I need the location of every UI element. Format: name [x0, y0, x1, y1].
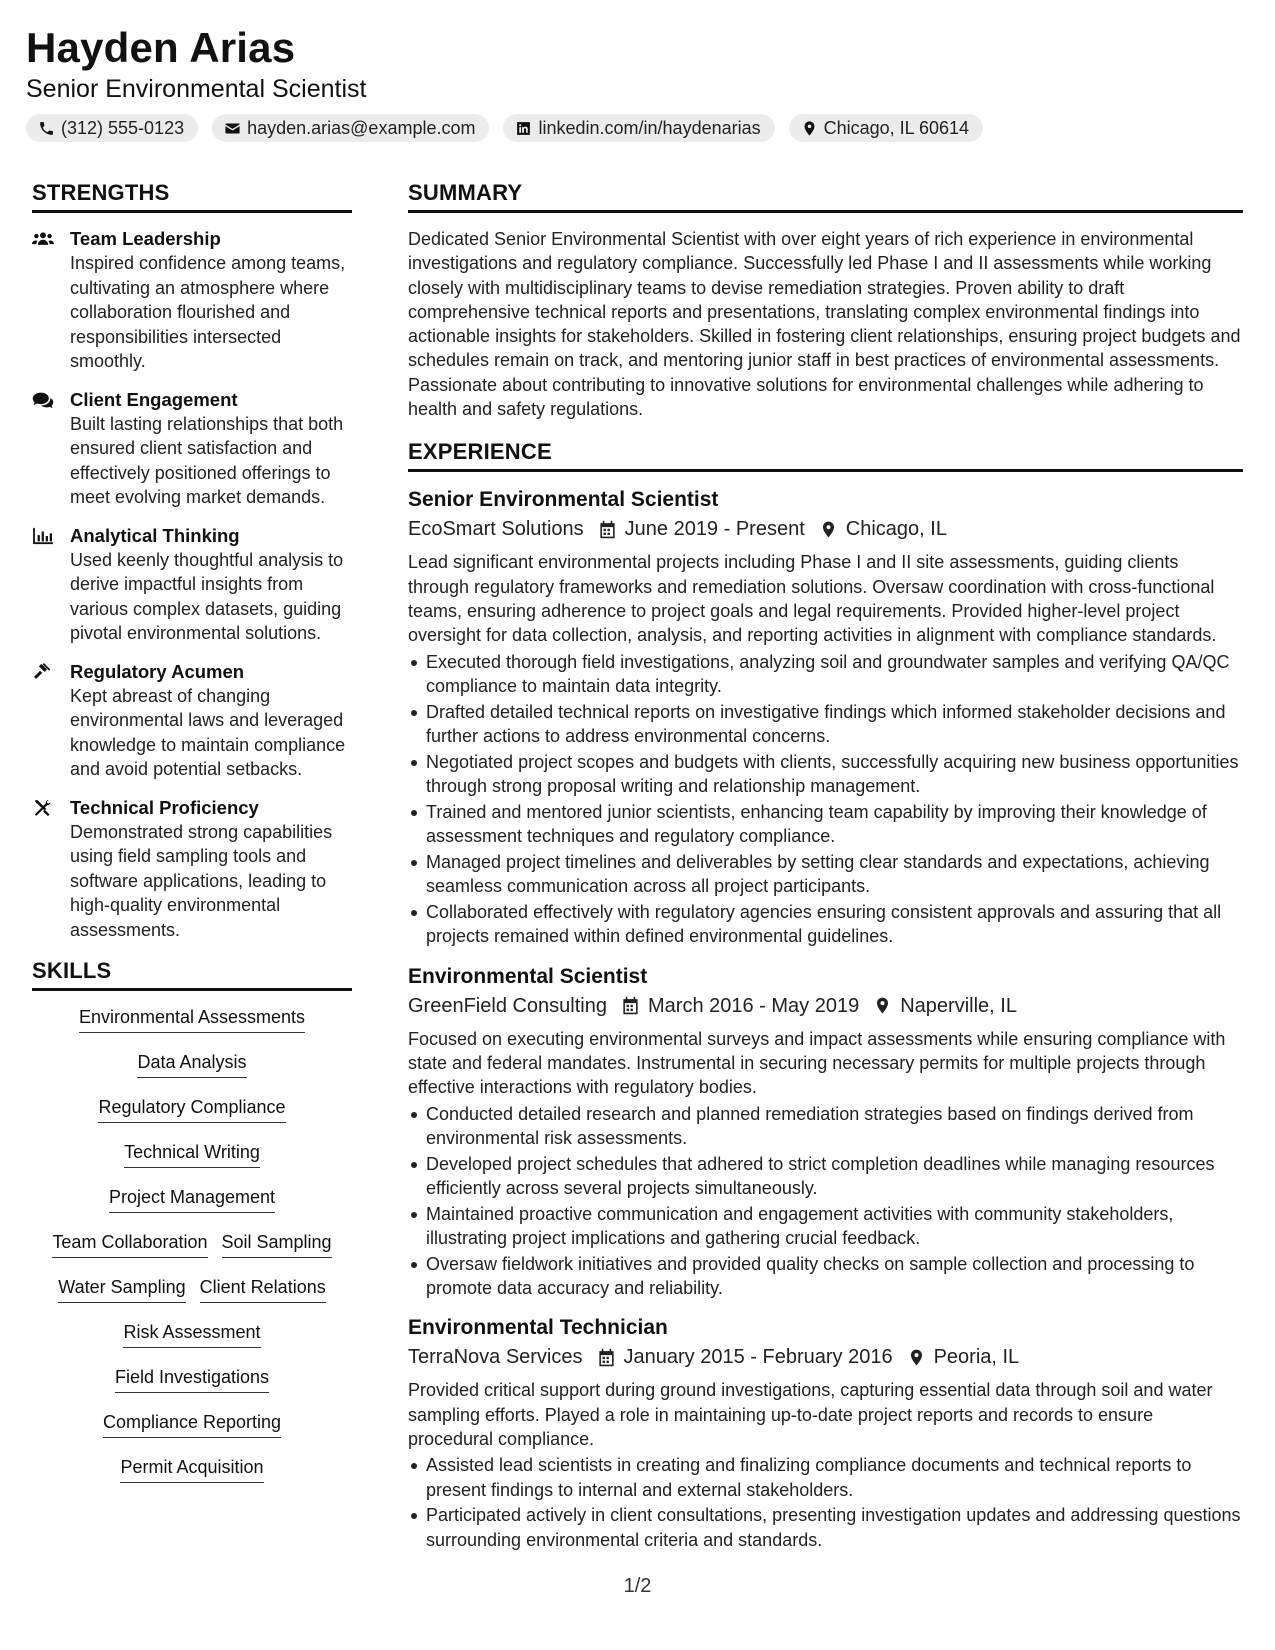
- contact-location-text: Chicago, IL 60614: [823, 117, 970, 138]
- job-title: Senior Environmental Scientist: [408, 488, 719, 512]
- strength-desc: Built lasting relationships that both ensured client satisfaction and effectively positioned offerings to meet evolving market demands.: [70, 413, 344, 507]
- strength-title: Team Leadership: [70, 228, 221, 249]
- job-bullet: Assisted lead scientists in creating and finalizing compliance documents and technical reports to present findings to internal and external stakeholders.: [408, 1453, 1243, 1502]
- job-title: Environmental Scientist: [408, 964, 648, 988]
- envelope-icon: [224, 120, 241, 137]
- contact-phone-text: (312) 555-0123: [61, 117, 185, 138]
- candidate-name: Hayden Arias: [26, 24, 296, 71]
- job-dates: January 2015 - February 2016: [623, 1346, 893, 1369]
- comments-icon: [32, 391, 54, 409]
- contact-phone[interactable]: [26, 114, 198, 142]
- phone-icon: [38, 120, 55, 137]
- skill-tag: Data Analysis: [137, 1050, 246, 1078]
- job-location: Peoria, IL: [933, 1346, 1020, 1369]
- strength-desc: Demonstrated strong capabilities using field sampling tools and software applications, leading to high-quality environmental assessments.: [70, 821, 333, 940]
- location-pin-icon: [907, 1348, 926, 1367]
- job-meta: [408, 991, 1243, 1021]
- skills-list: [32, 1005, 352, 1500]
- job-bullet: Oversaw fieldwork initiatives and provided quality checks on sample collection and processing to promote data accuracy and reliability.: [408, 1252, 1243, 1301]
- skill-tag: Technical Writing: [124, 1140, 260, 1168]
- tools-icon: [32, 799, 54, 817]
- strength-title: Regulatory Acumen: [70, 660, 245, 682]
- location-pin-icon: [873, 996, 892, 1015]
- gavel-icon: [32, 663, 54, 681]
- job-bullet: Developed project schedules that adhered to strict completion deadlines while managing resources efficiently across several projects simultaneously.: [408, 1152, 1243, 1201]
- contact-linkedin-text: linkedin.com/in/haydenarias: [538, 117, 761, 138]
- job-description: Provided critical support during ground investigations, capturing essential data through soil and water sampling efforts. Played a role in maintaining up-to-date project reports and records to ensure procedural compliance.: [408, 1380, 1213, 1449]
- job-bullet: Trained and mentored junior scientists, enhancing team capability by improving their knowledge of assessment techniques and regulatory compliance.: [408, 800, 1243, 849]
- job-bullets: [408, 1453, 1243, 1552]
- strength-item: [32, 388, 352, 510]
- skill-tag: Compliance Reporting: [103, 1410, 281, 1438]
- strength-item: [32, 660, 352, 782]
- job-entry: [408, 486, 1243, 948]
- linkedin-icon: [515, 120, 532, 137]
- skill-tag: Client Relations: [200, 1275, 326, 1303]
- skill-tag: Field Investigations: [115, 1365, 269, 1393]
- job-location: Naperville, IL: [900, 994, 1017, 1017]
- left-column: [32, 180, 352, 1500]
- calendar-icon: [621, 996, 640, 1015]
- job-bullet: Participated actively in client consultations, presenting investigation updates and addressing questions surrounding environmental criteria and standards.: [408, 1503, 1243, 1552]
- job-company: EcoSmart Solutions: [408, 518, 584, 541]
- summary-text: Dedicated Senior Environmental Scientist with over eight years of rich experience in environmental investigations and regulatory compliance. Successfully led Phase I and II assessments while working closely with multidisciplinary teams to devise remediation strategies. Proven ability to draft comprehensive technical reports and presentations, translating complex environmental findings into actionable insights for stakeholders. Skilled in fostering client relationships, ensuring project budgets and schedules remain on track, and mentoring junior staff in best practices of environmental assessments. Passionate about contributing to innovative solutions for environmental challenges while adhering to health and safety regulations.: [408, 229, 1241, 420]
- location-pin-icon: [819, 520, 838, 539]
- strength-desc: Used keenly thoughtful analysis to derive impactful insights from various complex datasets, guiding pivotal environmental solutions.: [70, 549, 344, 643]
- skill-tag: Permit Acquisition: [120, 1455, 263, 1483]
- summary-heading: SUMMARY: [408, 180, 1243, 213]
- strength-item: [32, 796, 352, 943]
- job-dates: June 2019 - Present: [624, 518, 805, 541]
- job-bullet: Drafted detailed technical reports on investigative findings which informed stakeholder decisions and further actions to address environmental concerns.: [408, 700, 1243, 749]
- job-bullet: Collaborated effectively with regulatory agencies ensuring consistent approvals and assuring that all projects remained within defined environmental guidelines.: [408, 900, 1243, 949]
- job-entry: [408, 1314, 1243, 1552]
- job-bullet: Maintained proactive communication and engagement activities with community stakeholders, illustrating project implications and gathering crucial feedback.: [408, 1202, 1243, 1251]
- candidate-title: Senior Environmental Scientist: [26, 75, 367, 103]
- strength-desc: Inspired confidence among teams, cultivating an atmosphere where collaboration flourished and responsibilities intersected smoothly.: [70, 253, 346, 371]
- job-dates: March 2016 - May 2019: [648, 994, 860, 1017]
- contact-email-text: hayden.arias@example.com: [247, 117, 476, 138]
- skill-tag: Soil Sampling: [222, 1230, 332, 1258]
- skill-tag: Water Sampling: [58, 1275, 185, 1303]
- job-bullets: [408, 650, 1243, 949]
- job-bullet: Executed thorough field investigations, analyzing soil and groundwater samples and verifying QA/QC compliance to maintain data integrity.: [408, 650, 1243, 699]
- job-description: Focused on executing environmental surveys and impact assessments while ensuring compliance with state and federal mandates. Instrumental in securing necessary permits for multiple projects through effective interactions with regulatory bodies.: [408, 1028, 1226, 1098]
- skill-tag: Regulatory Compliance: [98, 1095, 285, 1123]
- right-column: [408, 180, 1243, 1566]
- skill-tag: Project Management: [109, 1185, 275, 1213]
- job-description: Lead significant environmental projects including Phase I and II site assessments, guiding clients through regulatory frameworks and remediation solutions. Oversaw coordination with cross-functional teams, ensuring adherence to project goals and legal requirements. Provided higher-level project oversight for data collection, analysis, and reporting activities in alignment with compliance standards.: [408, 552, 1217, 646]
- skills-section: [32, 958, 352, 1500]
- job-meta: [408, 514, 1243, 544]
- contact-linkedin[interactable]: [503, 114, 774, 142]
- strength-title: Technical Proficiency: [70, 796, 259, 818]
- calendar-icon: [598, 520, 617, 539]
- chart-bar-icon: [32, 527, 54, 545]
- job-entry: [408, 963, 1243, 1301]
- job-bullet: Negotiated project scopes and budgets with clients, successfully acquiring new business opportunities through strong proposal writing and relationship management.: [408, 750, 1243, 799]
- page-number: 1/2: [623, 1575, 652, 1597]
- skill-tag: Environmental Assessments: [79, 1005, 305, 1033]
- strength-title: Client Engagement: [70, 388, 238, 410]
- job-bullet: Conducted detailed research and planned remediation strategies based on findings derived from environmental risk assessments.: [408, 1102, 1243, 1151]
- strength-desc: Kept abreast of changing environmental laws and leveraged knowledge to maintain compliance and avoid potential setbacks.: [70, 685, 346, 779]
- job-bullet: Managed project timelines and deliverables by setting clear standards and expectations, achieving seamless communication across all project participants.: [408, 850, 1243, 899]
- location-pin-icon: [801, 120, 818, 137]
- contact-bar: [26, 114, 1246, 142]
- job-meta: [408, 1342, 1243, 1372]
- calendar-icon: [597, 1348, 616, 1367]
- job-title: Environmental Technician: [408, 1316, 668, 1340]
- strengths-heading: STRENGTHS: [32, 180, 352, 213]
- job-company: GreenField Consulting: [408, 994, 607, 1017]
- strength-item: [32, 524, 352, 646]
- job-bullets: [408, 1102, 1243, 1301]
- experience-heading: EXPERIENCE: [408, 439, 1243, 472]
- skill-tag: Team Collaboration: [52, 1230, 207, 1258]
- skills-heading: SKILLS: [32, 958, 352, 991]
- contact-location[interactable]: [789, 114, 983, 142]
- strength-item: [32, 227, 352, 374]
- job-location: Chicago, IL: [845, 518, 947, 541]
- contact-email[interactable]: [212, 114, 489, 142]
- job-company: TerraNova Services: [408, 1346, 583, 1369]
- strength-title: Analytical Thinking: [70, 524, 240, 546]
- resume-header: [26, 24, 1246, 142]
- users-icon: [32, 230, 54, 248]
- skill-tag: Risk Assessment: [123, 1320, 260, 1348]
